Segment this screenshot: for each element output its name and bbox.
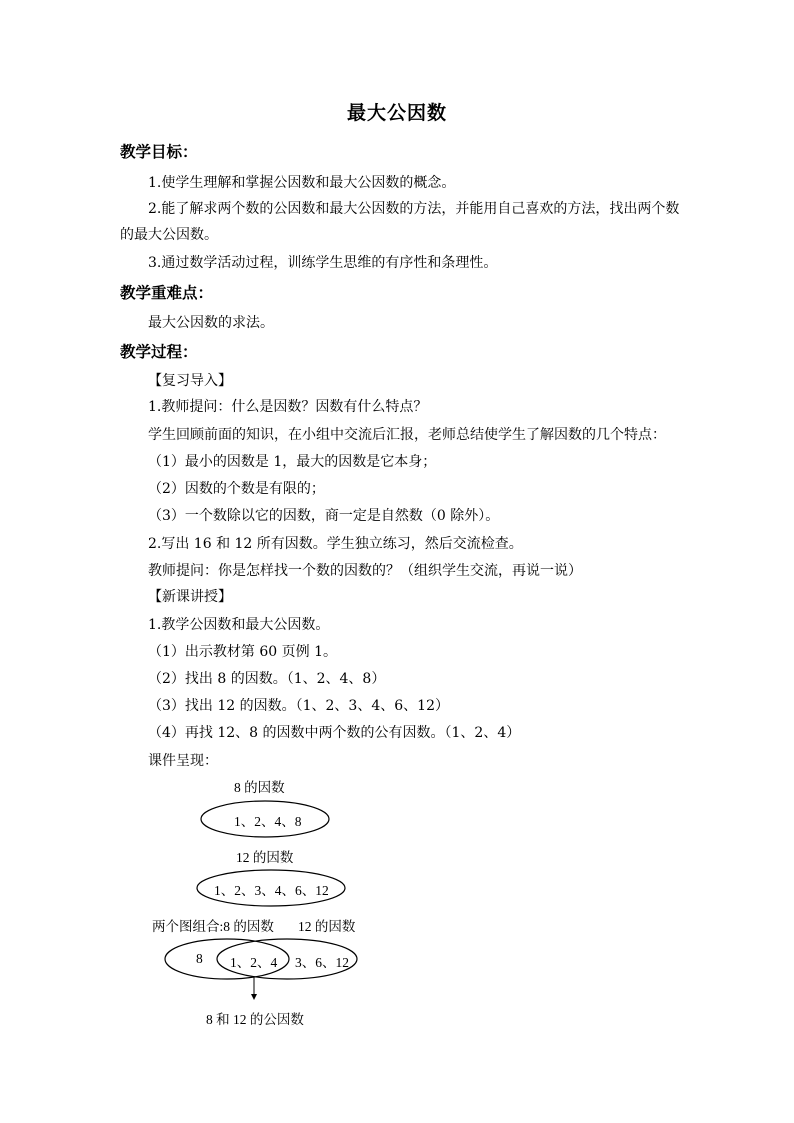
- review-line-3: （1）最小的因数是 1，最大的因数是它本身；: [148, 454, 437, 470]
- set-factors-12: 1、2、3、4、6、12: [214, 883, 329, 898]
- venn-right-only: 3、6、12: [295, 955, 349, 970]
- arrow-head: [251, 994, 257, 1000]
- combo-label-12: 12 的因数: [298, 919, 356, 934]
- goal-1: 1.使学生理解和掌握公因数和最大公因数的概念。: [148, 175, 456, 191]
- key-points-heading: 教学重难点：: [120, 283, 214, 302]
- goal-2-line2: 的最大公因数。: [120, 227, 218, 243]
- set-factors-8: 1、2、4、8: [234, 814, 302, 829]
- label-factors-12: 12 的因数: [236, 850, 294, 865]
- courseware-label: 课件呈现：: [148, 753, 218, 769]
- goal-3: 3.通过数学活动过程，训练学生思维的有序性和条理性。: [148, 255, 498, 271]
- review-line-1: 1.教师提问：什么是因数？因数有什么特点？: [148, 399, 428, 415]
- goal-2-line1: 2.能了解求两个数的公因数和最大公因数的方法，并能用自己喜欢的方法，找出两个数: [148, 201, 680, 217]
- goals-heading: 教学目标：: [120, 142, 198, 161]
- page-title: 最大公因数: [346, 102, 447, 124]
- new-lesson-line-2: （1）出示教材第 60 页例 1。: [148, 644, 337, 660]
- new-lesson-line-5: （4）再找 12、8 的因数中两个数的公有因数。（1、2、4）: [148, 725, 521, 741]
- review-line-2: 学生回顾前面的知识，在小组中交流后汇报，老师总结使学生了解因数的几个特点：: [148, 427, 666, 443]
- new-lesson-line-3: （2）找出 8 的因数。（1、2、4、8）: [148, 671, 386, 687]
- review-line-7: 教师提问：你是怎样找一个数的因数的？（组织学生交流，再说一说）: [148, 563, 582, 579]
- review-line-5: （3）一个数除以它的因数，商一定是自然数（0 除外）。: [148, 508, 500, 524]
- process-heading: 教学过程：: [120, 342, 198, 361]
- label-factors-8: 8 的因数: [234, 780, 285, 795]
- review-heading: 【复习导入】: [148, 373, 232, 389]
- key-point-1: 最大公因数的求法。: [148, 315, 274, 331]
- venn-left-only: 8: [196, 951, 203, 966]
- review-line-4: （2）因数的个数是有限的；: [148, 481, 325, 497]
- new-lesson-line-4: （3）找出 12 的因数。（1、2、3、4、6、12）: [148, 698, 449, 714]
- new-lesson-line-1: 1.教学公因数和最大公因数。: [148, 617, 330, 633]
- venn-common: 1、2、4: [230, 955, 278, 970]
- new-lesson-heading: 【新课讲授】: [148, 589, 232, 605]
- combo-label: 两个图组合:8 的因数: [152, 919, 274, 934]
- review-line-6: 2.写出 16 和 12 所有因数。学生独立练习，然后交流检查。: [148, 536, 523, 552]
- common-factors-caption: 8 和 12 的公因数: [206, 1012, 304, 1027]
